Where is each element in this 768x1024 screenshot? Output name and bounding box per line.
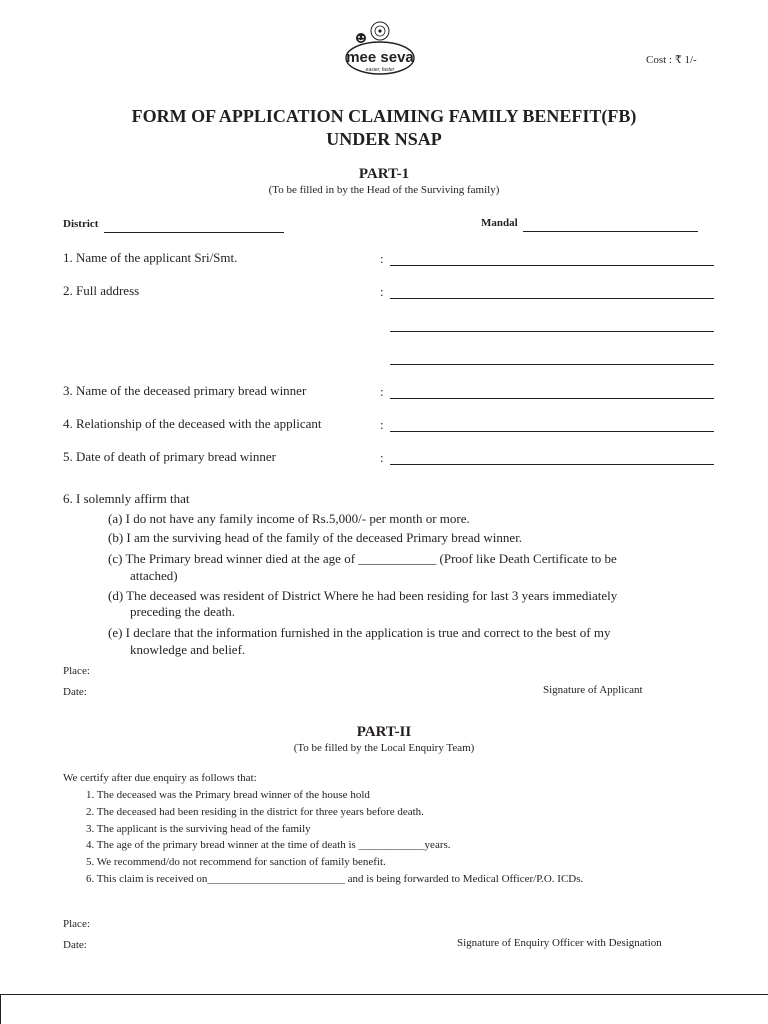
district-field[interactable] <box>104 220 284 233</box>
address-field-line1[interactable] <box>390 284 714 299</box>
mandal-label: Mandal <box>481 217 518 229</box>
colon: : <box>380 384 384 399</box>
field-address-label: 2. Full address <box>63 283 140 298</box>
affirm-item-e-cont: knowledge and belief. <box>130 642 246 657</box>
affirm-item-d-cont: preceding the death. <box>130 604 236 619</box>
part2-heading: PART-II <box>356 724 412 740</box>
mandal-field[interactable] <box>523 219 698 232</box>
part1-place-label: Place: <box>63 665 90 677</box>
field-date-of-death-label: 5. Date of death of primary bread winner <box>63 449 276 464</box>
affirm-item-d: (d) The deceased was resident of District Where he had been residing for last 3 years immediately <box>108 588 618 603</box>
form-title-line2: UNDER NSAP <box>326 129 442 149</box>
field-relationship-label: 4. Relationship of the deceased with the applicant <box>63 416 322 431</box>
field-applicant-name-label: 1. Name of the applicant Sri/Smt. <box>63 250 238 265</box>
svg-text:mee seva: mee seva <box>346 49 414 66</box>
affirm-item-c: (c) The Primary bread winner died at the age of ____________ (Proof like Death Certificate to be <box>108 551 617 566</box>
form-title-line1: FORM OF APPLICATION CLAIMING FAMILY BENEFIT(FB) <box>131 106 637 126</box>
part1-subheading: (To be filled in by the Head of the Surviving family) <box>268 184 500 196</box>
affirm-item-e: (e) I declare that the information furnished in the application is true and correct to the best of my <box>108 625 611 640</box>
svg-text:easier, faster: easier, faster <box>365 67 395 73</box>
part1-heading: PART-1 <box>358 166 410 182</box>
mee-seva-logo <box>340 20 420 78</box>
colon: : <box>380 251 384 266</box>
relationship-field[interactable] <box>390 417 714 432</box>
address-field-line2[interactable] <box>390 317 714 332</box>
enquiry-officer-signature-label: Signature of Enquiry Officer with Designation <box>457 937 662 949</box>
applicant-signature-label: Signature of Applicant <box>543 684 643 696</box>
address-field-line3[interactable] <box>390 350 714 365</box>
certify-item-2: 2. The deceased had been residing in the district for three years before death. <box>86 806 424 818</box>
colon: : <box>380 450 384 465</box>
affirm-intro: 6. I solemnly affirm that <box>63 491 190 506</box>
date-of-death-field[interactable] <box>390 450 714 465</box>
affirm-item-c-cont: attached) <box>130 568 178 583</box>
certify-item-3: 3. The applicant is the surviving head of the family <box>86 823 311 835</box>
applicant-name-field[interactable] <box>390 251 714 266</box>
part1-date-label: Date: <box>63 686 87 698</box>
certify-item-5: 5. We recommend/do not recommend for sanction of family benefit. <box>86 856 386 868</box>
bottom-corner-line <box>0 994 1 1024</box>
affirm-item-a: (a) I do not have any family income of Rs.5,000/- per month or more. <box>108 511 470 526</box>
part2-place-label: Place: <box>63 918 90 930</box>
deceased-name-field[interactable] <box>390 384 714 399</box>
part2-intro: We certify after due enquiry as follows that: <box>63 772 257 784</box>
district-label: District <box>63 218 99 230</box>
logo-emblem-icon <box>340 20 420 78</box>
certify-item-6: 6. This claim is received on_________________________ and is being forwarded to Medical Officer/P.O. ICDs. <box>86 873 584 885</box>
part2-date-label: Date: <box>63 939 87 951</box>
field-deceased-name-label: 3. Name of the deceased primary bread winner <box>63 383 307 398</box>
affirm-item-b: (b) I am the surviving head of the family of the deceased Primary bread winner. <box>108 530 523 545</box>
bottom-divider <box>0 994 768 995</box>
cost-label: Cost : ₹ 1/- <box>646 54 697 66</box>
colon: : <box>380 284 384 299</box>
colon: : <box>380 417 384 432</box>
certify-item-1: 1. The deceased was the Primary bread winner of the house hold <box>86 789 370 801</box>
part2-subheading: (To be filled by the Local Enquiry Team) <box>293 742 475 754</box>
certify-item-4: 4. The age of the primary bread winner at the time of death is ____________years. <box>86 839 451 851</box>
